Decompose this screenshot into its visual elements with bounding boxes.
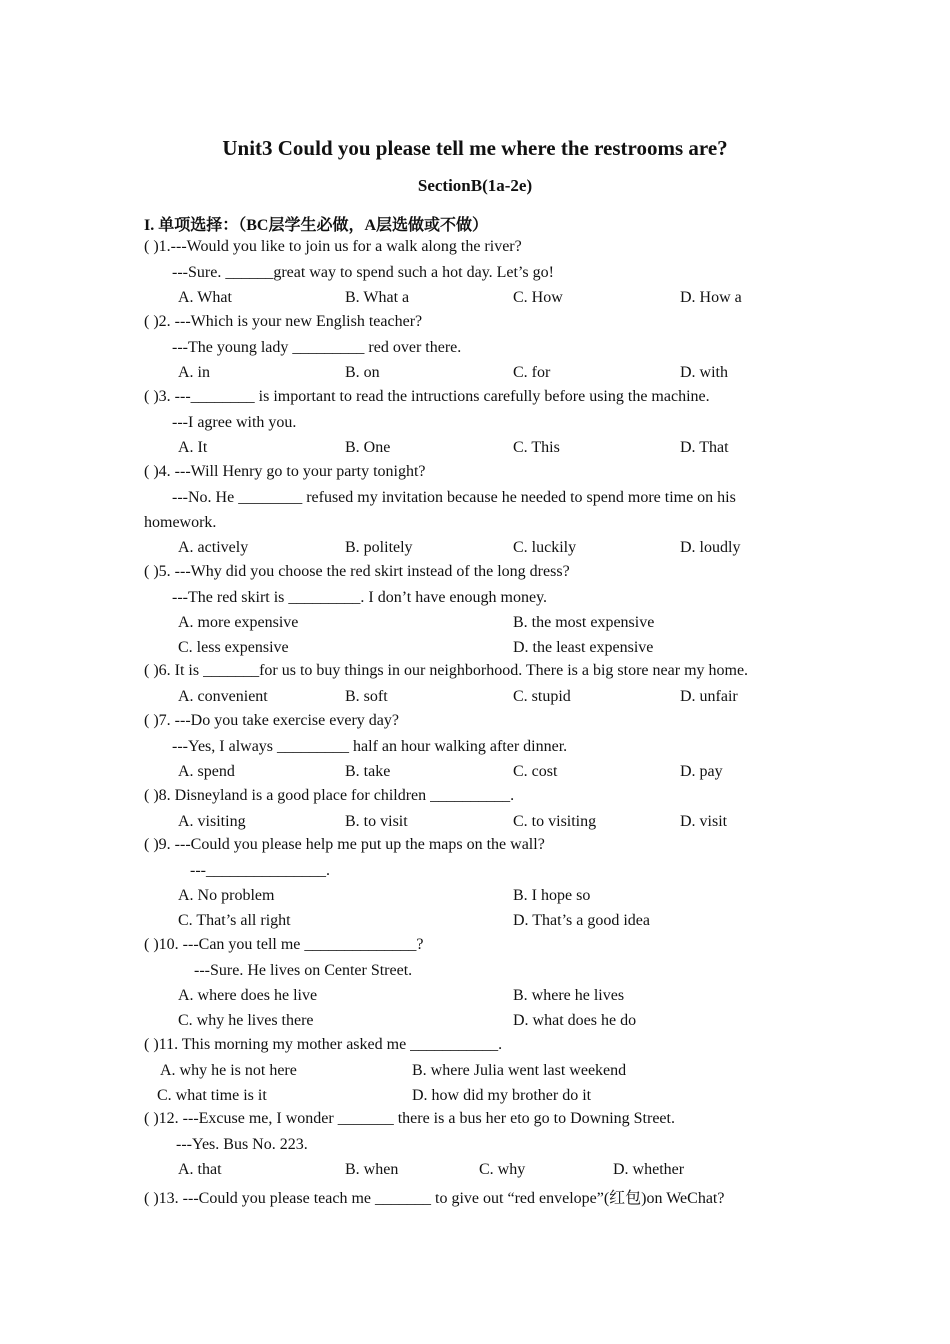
option-c: C. stupid <box>513 688 571 705</box>
page-subtitle: SectionB(1a-2e) <box>417 176 533 195</box>
question-6-stem: ( )6. It is _______for us to buy things in our neighborhood. There is a big store near my home. <box>144 662 749 679</box>
option-b: B. What a <box>345 289 410 306</box>
option-c: C. This <box>513 439 560 456</box>
option-c: C. How <box>513 289 563 306</box>
question-9-stem: ( )9. ---Could you please help me put up the maps on the wall? <box>144 836 545 853</box>
option-a: A. more expensive <box>178 614 299 631</box>
option-c: C. to visiting <box>513 813 597 830</box>
option-a: A. actively <box>178 539 249 556</box>
option-c: C. what time is it <box>157 1087 267 1104</box>
option-b: B. take <box>345 763 391 780</box>
question-11-stem: ( )11. This morning my mother asked me ___________. <box>144 1036 503 1053</box>
question-5-line2: ---The red skirt is _________. I don’t have enough money. <box>172 589 548 606</box>
option-d: D. how did my brother do it <box>412 1087 592 1104</box>
option-b: B. politely <box>345 539 413 556</box>
question-7-stem: ( )7. ---Do you take exercise every day? <box>144 712 399 729</box>
option-a: A. in <box>178 364 210 381</box>
question-12-line2: ---Yes. Bus No. 223. <box>176 1136 308 1153</box>
option-d: D. visit <box>680 813 728 830</box>
option-c: C. less expensive <box>178 639 289 656</box>
question-2-line2: ---The young lady _________ red over there. <box>172 339 462 356</box>
option-a: A. What <box>178 289 232 306</box>
option-d: D. with <box>680 364 728 381</box>
question-5-stem: ( )5. ---Why did you choose the red skirt instead of the long dress? <box>144 563 570 580</box>
option-d: D. That <box>680 439 729 456</box>
option-b: B. One <box>345 439 391 456</box>
question-8-stem: ( )8. Disneyland is a good place for children __________. <box>144 787 515 804</box>
page-title: Unit3 Could you please tell me where the restrooms are? <box>222 136 728 160</box>
section-heading: I. 单项选择：（BC层学生必做，A层选做或不做） <box>144 217 489 234</box>
question-4-line2: ---No. He ________ refused my invitation because he needed to spend more time on his <box>172 489 736 506</box>
option-c: C. cost <box>513 763 558 780</box>
option-d: D. That’s a good idea <box>513 912 651 929</box>
option-b: B. where Julia went last weekend <box>412 1062 627 1079</box>
question-2-stem: ( )2. ---Which is your new English teacher? <box>144 313 423 330</box>
option-d: D. loudly <box>680 539 741 556</box>
question-4-line3: homework. <box>144 514 217 531</box>
option-b: B. I hope so <box>513 887 591 904</box>
option-b: B. to visit <box>345 813 408 830</box>
option-c: C. why he lives there <box>178 1012 314 1029</box>
question-1-stem: ( )1.---Would you like to join us for a walk along the river? <box>144 238 522 255</box>
option-d: D. pay <box>680 763 723 780</box>
question-10-line2: ---Sure. He lives on Center Street. <box>194 962 413 979</box>
option-b: B. on <box>345 364 380 381</box>
question-1-line2: ---Sure. ______great way to spend such a hot day. Let’s go! <box>172 264 554 281</box>
option-a: A. why he is not here <box>160 1062 297 1079</box>
option-a: A. where does he live <box>178 987 318 1004</box>
option-b: B. when <box>345 1161 399 1178</box>
option-a: A. It <box>178 439 208 456</box>
question-7-line2: ---Yes, I always _________ half an hour walking after dinner. <box>172 738 568 755</box>
question-9-line2: ---_______________. <box>190 862 330 879</box>
option-c: C. why <box>479 1161 526 1178</box>
option-a: A. that <box>178 1161 222 1178</box>
option-a: A. convenient <box>178 688 268 705</box>
option-a: A. visiting <box>178 813 246 830</box>
option-d: D. the least expensive <box>513 639 654 656</box>
question-3-stem: ( )3. ---________ is important to read the intructions carefully before using the machine. <box>144 388 710 405</box>
option-d: D. whether <box>613 1161 685 1178</box>
option-d: D. what does he do <box>513 1012 637 1029</box>
question-10-stem: ( )10. ---Can you tell me ______________? <box>144 936 424 953</box>
question-12-stem: ( )12. ---Excuse me, I wonder _______ there is a bus her eto go to Downing Street. <box>144 1110 675 1127</box>
question-13-stem: ( )13. ---Could you please teach me _______ to give out “red envelope”(红包)on WeChat? <box>144 1190 725 1207</box>
question-4-stem: ( )4. ---Will Henry go to your party tonight? <box>144 463 426 480</box>
option-b: B. where he lives <box>513 987 625 1004</box>
option-d: D. unfair <box>680 688 738 705</box>
option-b: B. soft <box>345 688 388 705</box>
question-3-line2: ---I agree with you. <box>172 414 297 431</box>
option-a: A. spend <box>178 763 235 780</box>
option-c: C. for <box>513 364 551 381</box>
option-a: A. No problem <box>178 887 275 904</box>
option-b: B. the most expensive <box>513 614 655 631</box>
option-c: C. That’s all right <box>178 912 291 929</box>
option-d: D. How a <box>680 289 742 306</box>
option-c: C. luckily <box>513 539 577 556</box>
